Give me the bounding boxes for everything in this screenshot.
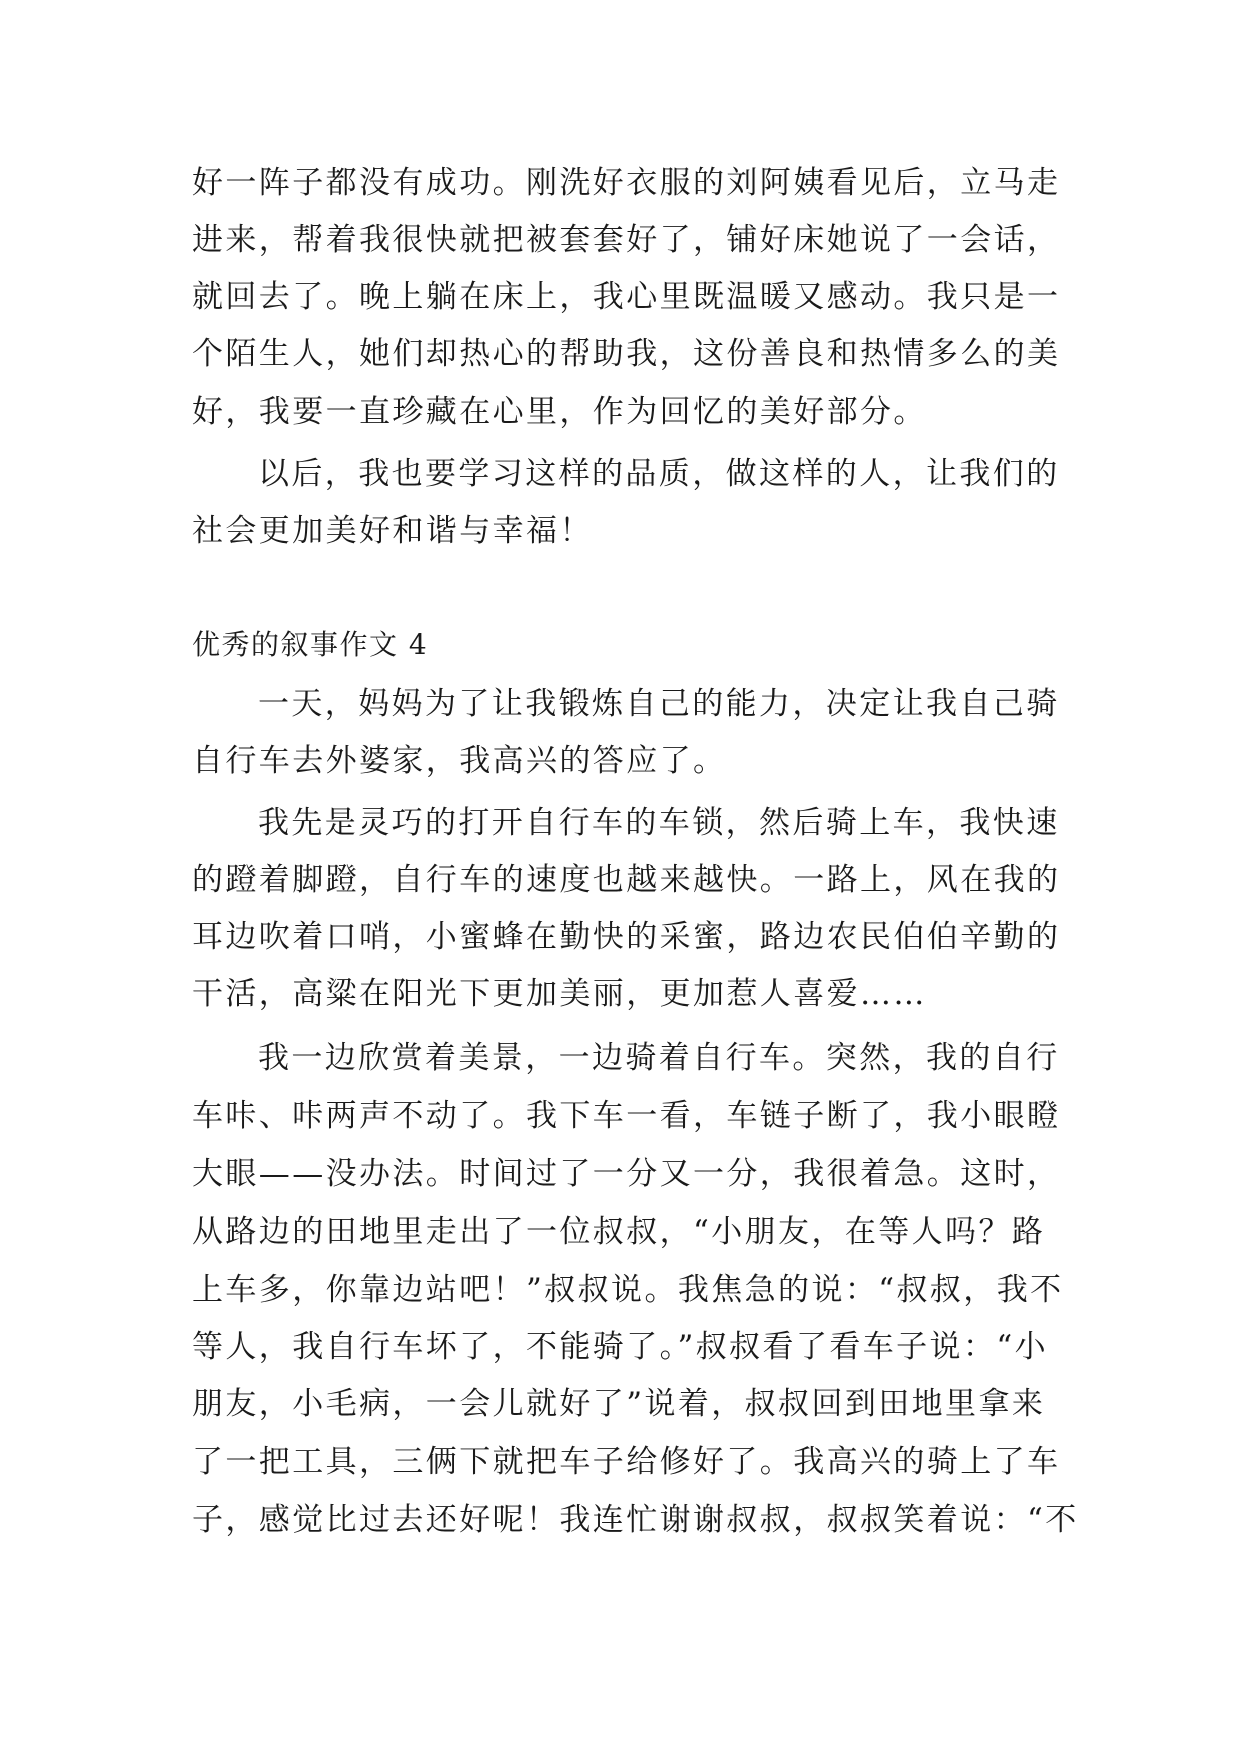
text-line: 车咔、咔两声不动了。我下车一看，车链子断了，我小眼瞪	[192, 1098, 1061, 1134]
text-line: 的蹬着脚蹬，自行车的速度也越来越快。一路上，风在我的	[192, 862, 1061, 898]
text-line: 一天，妈妈为了让我锻炼自己的能力，决定让我自己骑	[258, 686, 1060, 722]
text-line: 自行车去外婆家，我高兴的答应了。	[192, 743, 727, 779]
text-line: 从路边的田地里走出了一位叔叔，“小朋友，在等人吗？路	[192, 1214, 1046, 1250]
text-line: 耳边吹着口哨，小蜜蜂在勤快的采蜜，路边农民伯伯辛勤的	[192, 919, 1061, 955]
text-line: 朋友，小毛病，一会儿就好了”说着，叔叔回到田地里拿来	[192, 1386, 1046, 1422]
text-line: 个陌生人，她们却热心的帮助我，这份善良和热情多么的美	[192, 336, 1061, 372]
text-line: 等人，我自行车坏了，不能骑了。”叔叔看了看车子说：“小	[192, 1329, 1048, 1365]
text-line: 上车多，你靠边站吧！”叔叔说。我焦急的说：“叔叔，我不	[192, 1272, 1064, 1308]
text-line: 好，我要一直珍藏在心里，作为回忆的美好部分。	[192, 394, 927, 430]
text-line: 进来，帮着我很快就把被套套好了，铺好床她说了一会话，	[192, 222, 1061, 258]
text-line: 社会更加美好和谐与幸福！	[192, 513, 593, 549]
text-line: 干活，高粱在阳光下更加美丽，更加惹人喜爱……	[192, 976, 927, 1012]
text-line: 大眼——没办法。时间过了一分又一分，我很着急。这时，	[192, 1156, 1061, 1192]
text-line: 好一阵子都没有成功。刚洗好衣服的刘阿姨看见后，立马走	[192, 165, 1061, 201]
text-line: 子，感觉比过去还好呢！我连忙谢谢叔叔，叔叔笑着说：“不	[192, 1502, 1079, 1538]
text-line: 了一把工具，三俩下就把车子给修好了。我高兴的骑上了车	[192, 1444, 1061, 1480]
text-line: 我一边欣赏着美景，一边骑着自行车。突然，我的自行	[258, 1040, 1060, 1076]
text-line: 以后，我也要学习这样的品质，做这样的人，让我们的	[258, 456, 1060, 492]
section-title: 优秀的叙事作文 4	[192, 628, 429, 661]
text-line: 就回去了。晚上躺在床上，我心里既温暖又感动。我只是一	[192, 279, 1061, 315]
text-line: 我先是灵巧的打开自行车的车锁，然后骑上车，我快速	[258, 805, 1060, 841]
